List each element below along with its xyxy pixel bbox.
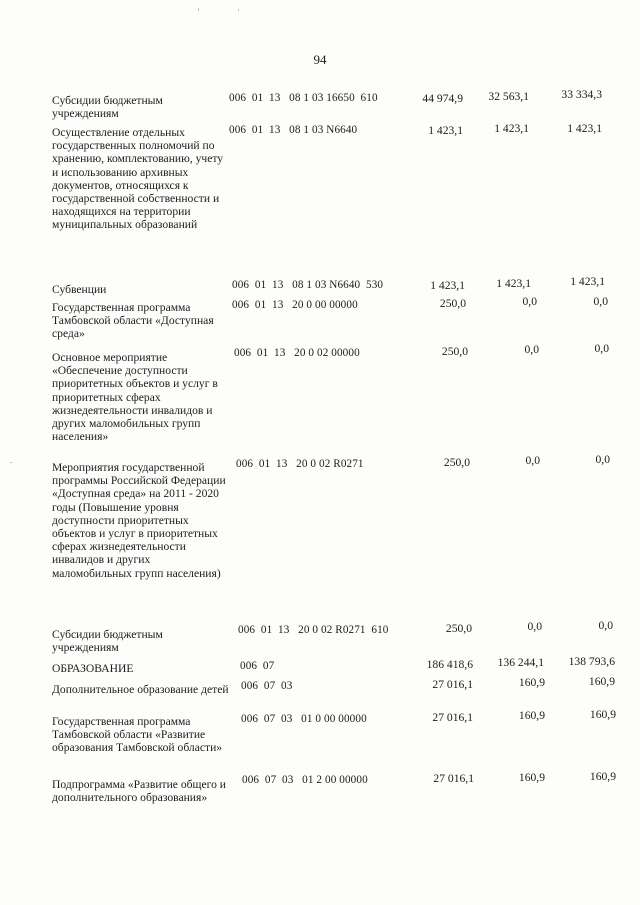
budget-code: 006 01 13 20 0 00 00000 — [232, 299, 358, 311]
value-year-2: 1 423,1 — [494, 122, 529, 135]
value-year-1: 27 016,1 — [432, 678, 473, 691]
budget-code: 006 01 13 08 1 03 16650 610 — [229, 92, 378, 104]
item-name: Государственная программа Тамбовской области «Доступная среда» — [52, 301, 214, 341]
value-year-1: 44 974,9 — [422, 92, 463, 105]
budget-code: 006 01 13 08 1 03 N6640 — [229, 124, 358, 136]
value-year-3: 138 793,6 — [568, 655, 615, 668]
item-name: Основное мероприятие «Обеспечение доступности приоритетных объектов и услуг в приоритетных сферах жизнедеятельности инвалидов и других маломобильных групп населения» — [52, 351, 218, 444]
value-year-3: 0,0 — [595, 453, 610, 466]
page-number: 94 — [313, 52, 327, 67]
item-name: Мероприятия государственной программы Российской Федерации «Доступная среда» на 2011 - 2020 годы (Повышение уровня доступности приоритетных объектов и услуг в приоритетных сферах жизнедеятельности инвалидов и других маломобильных групп населения) — [52, 461, 226, 580]
value-year-2: 160,9 — [518, 676, 545, 689]
value-year-1: 27 016,1 — [432, 711, 473, 724]
item-name: ОБРАЗОВАНИЕ — [52, 662, 134, 675]
value-year-1: 186 418,6 — [426, 658, 473, 671]
item-name: Субсидии бюджетным учреждениям — [52, 94, 163, 121]
value-year-2: 1 423,1 — [496, 277, 531, 290]
value-year-1: 250,0 — [445, 622, 472, 635]
value-year-2: 136 244,1 — [497, 656, 544, 669]
budget-code: 006 01 13 08 1 03 N6640 530 — [232, 279, 384, 291]
value-year-3: 1 423,1 — [570, 275, 605, 288]
scan-mark — [10, 462, 12, 463]
value-year-3: 0,0 — [598, 619, 613, 632]
value-year-3: 0,0 — [593, 295, 608, 308]
budget-code: 006 01 13 20 0 02 00000 — [234, 347, 360, 359]
value-year-3: 0,0 — [594, 342, 609, 355]
item-name: Дополнительное образование детей — [52, 683, 229, 696]
scan-mark — [238, 9, 239, 11]
value-year-2: 32 563,1 — [488, 90, 529, 103]
scan-mark — [198, 8, 199, 11]
value-year-2: 160,9 — [518, 771, 545, 784]
value-year-1: 250,0 — [441, 345, 468, 358]
budget-code: 006 07 03 01 0 00 00000 — [241, 713, 367, 725]
value-year-2: 0,0 — [527, 620, 542, 633]
item-name: Субвенции — [52, 283, 107, 296]
value-year-2: 160,9 — [518, 709, 545, 722]
budget-code: 006 07 03 01 2 00 00000 — [242, 774, 368, 786]
value-year-1: 250,0 — [443, 456, 470, 469]
budget-code: 006 01 13 20 0 02 R0271 610 — [238, 624, 389, 636]
value-year-1: 1 423,1 — [428, 124, 463, 137]
budget-code: 006 07 — [240, 660, 275, 672]
value-year-3: 33 334,3 — [561, 88, 602, 101]
item-name: Государственная программа Тамбовской области «Развитие образования Тамбовской области» — [52, 715, 223, 755]
budget-code: 006 07 03 — [241, 680, 293, 692]
budget-code: 006 01 13 20 0 02 R0271 — [236, 458, 364, 470]
value-year-2: 0,0 — [524, 343, 539, 356]
item-name: Субсидии бюджетным учреждениям — [52, 628, 163, 655]
item-name: Осуществление отдельных государственных полномочий по хранению, комплектованию, учету и использованию архивных документов, относящихся к государственной собственности и находящихся на территории муниципальных образований — [52, 126, 224, 232]
value-year-2: 0,0 — [522, 295, 537, 308]
item-name: Подпрограмма «Развитие общего и дополнительного образования» — [52, 778, 226, 805]
value-year-1: 1 423,1 — [430, 279, 465, 292]
value-year-2: 0,0 — [525, 454, 540, 467]
value-year-1: 27 016,1 — [433, 772, 474, 785]
value-year-3: 160,9 — [589, 770, 616, 783]
value-year-3: 1 423,1 — [567, 122, 602, 135]
value-year-3: 160,9 — [589, 708, 616, 721]
value-year-3: 160,9 — [588, 675, 615, 688]
value-year-1: 250,0 — [439, 297, 466, 310]
